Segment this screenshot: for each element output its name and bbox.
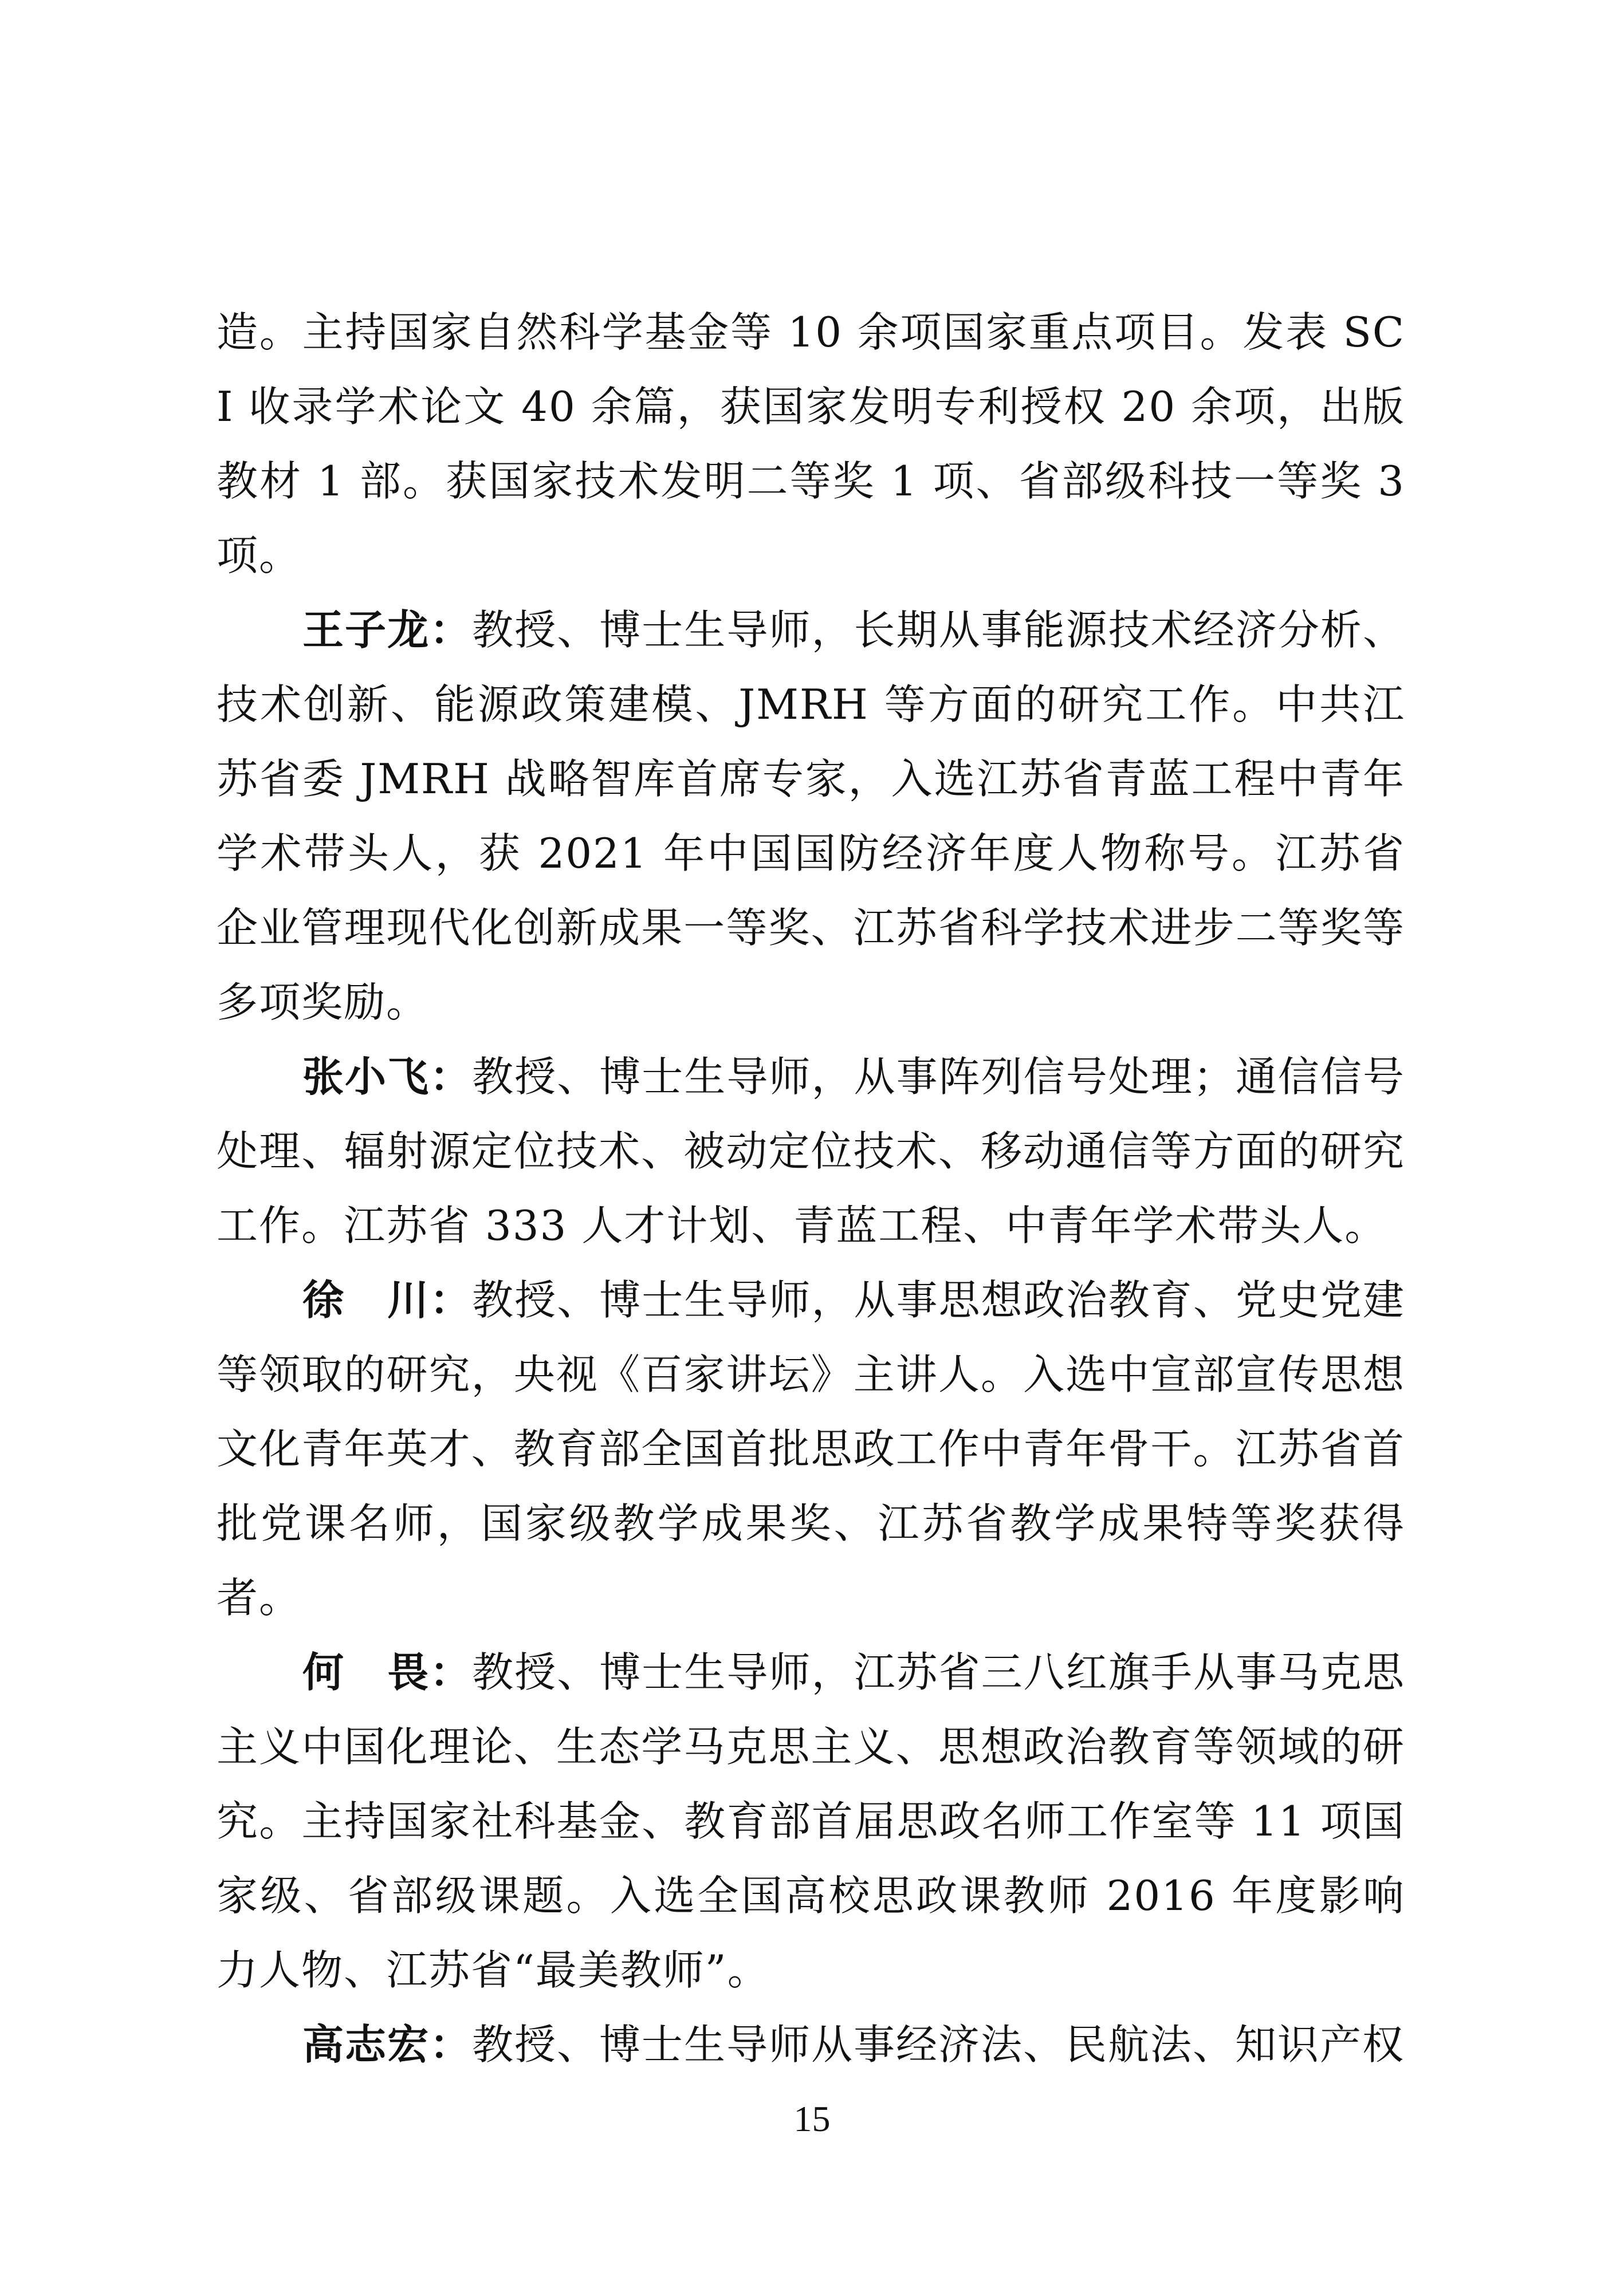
- profile-paragraph-he-wei: [217, 1635, 1405, 2007]
- paragraph-text: 造。主持国家自然科学基金等 10 余项国家重点项目。发表 SCI 收录学术论文 40 余篇，获国家发明专利授权 20 余项，出版教材 1 部。获国家技术发明二等奖 1 项、省部级科技一等奖 3 项。: [217, 308, 1405, 580]
- profile-paragraph-zhang-xiaofei: [217, 1039, 1405, 1263]
- profile-text: 教授、博士生导师，江苏省三八红旗手从事马克思主义中国化理论、生态学马克思主义、思想政治教育等领域的研究。主持国家社科基金、教育部首届思政名师工作室等 11 项国家级、省部级课题。入选全国高校思政课教师 2016 年度影响力人物、江苏省“最美教师”。: [217, 1648, 1405, 1994]
- profile-text: 教授、博士生导师，长期从事能源技术经济分析、技术创新、能源政策建模、JMRH 等方面的研究工作。中共江苏省委 JMRH 战略智库首席专家，入选江苏省青蓝工程中青年学术带头人，获 2021 年中国国防经济年度人物称号。江苏省企业管理现代化创新成果一等奖、江苏省科学技术进步二等奖等多项奖励。: [217, 606, 1405, 1026]
- document-body: [217, 295, 1405, 2082]
- paragraph-continuation: [217, 295, 1405, 593]
- person-name: 徐 川：: [302, 1276, 473, 1324]
- person-name: 高志宏：: [302, 2021, 473, 2069]
- profile-text: 教授、博士生导师，从事阵列信号处理；通信信号处理、辐射源定位技术、被动定位技术、移动通信等方面的研究工作。江苏省 333 人才计划、青蓝工程、中青年学术带头人。: [217, 1053, 1405, 1250]
- profile-paragraph-xu-chuan: [217, 1263, 1405, 1635]
- profile-text: 教授、博士生导师，从事思想政治教育、党史党建等领取的研究，央视《百家讲坛》主讲人。入选中宣部宣传思想文化青年英才、教育部全国首批思政工作中青年骨干。江苏省首批党课名师，国家级教学成果奖、江苏省教学成果特等奖获得者。: [217, 1276, 1405, 1622]
- person-name: 何 畏：: [302, 1648, 473, 1696]
- profile-text: 教授、博士生导师从事经济法、民航法、知识产权: [472, 2021, 1405, 2069]
- profile-paragraph-gao-zhihong: [217, 2007, 1405, 2082]
- person-name: 王子龙：: [302, 606, 473, 654]
- page-number: 15: [793, 2098, 831, 2139]
- person-name: 张小飞：: [302, 1053, 473, 1101]
- profile-paragraph-wang-zilong: [217, 593, 1405, 1039]
